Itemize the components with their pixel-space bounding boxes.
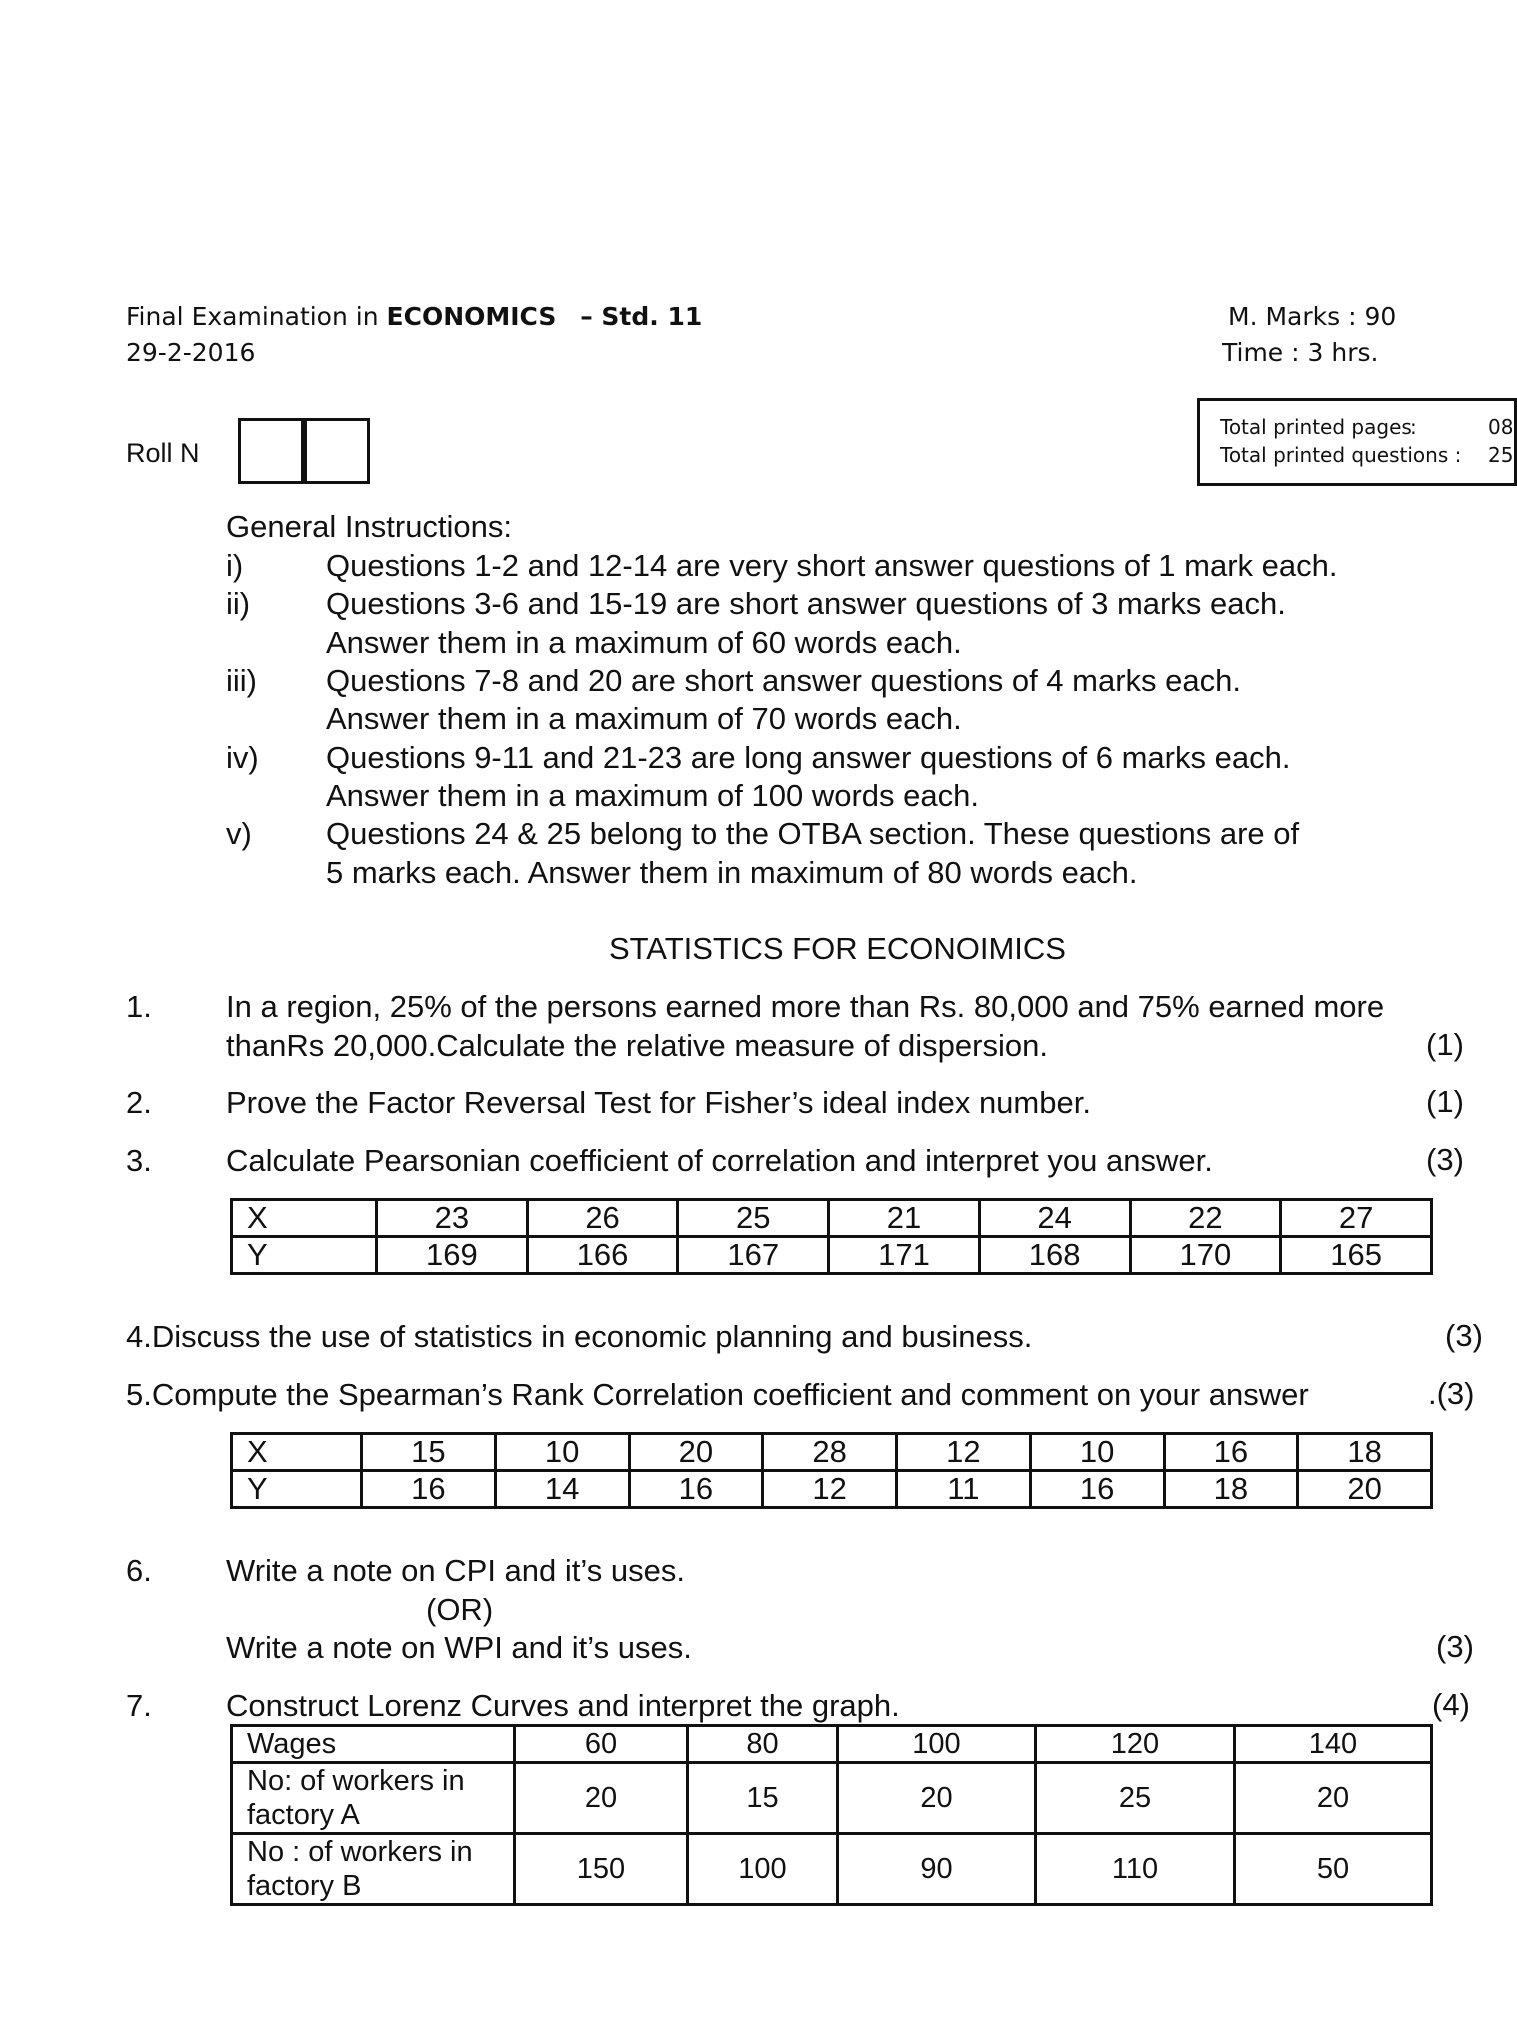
- table-cell: 140: [1235, 1726, 1432, 1763]
- subject: ECONOMICS: [386, 302, 557, 331]
- table-cell: 12: [897, 1434, 1031, 1471]
- roll-label: Roll N: [126, 438, 200, 468]
- table-cell: 100: [838, 1726, 1036, 1763]
- q5-text: 5.Compute the Spearman’s Rank Correlation coefficient and comment on your answer: [126, 1377, 1309, 1412]
- instruction-line: Questions 9-11 and 21-23 are long answer questions of 6 marks each.: [326, 740, 1291, 775]
- q6-text-line2: Write a note on WPI and it’s uses.: [226, 1630, 692, 1665]
- q2-number: 2.: [126, 1085, 152, 1120]
- q1-text-line2: thanRs 20,000.Calculate the relative measure of dispersion.: [226, 1028, 1048, 1063]
- q6-text-line1: Write a note on CPI and it’s uses.: [226, 1553, 685, 1588]
- table-cell: 20: [515, 1763, 688, 1834]
- q6-number: 6.: [126, 1553, 152, 1588]
- table-cell: [232, 1834, 515, 1905]
- table-row: [232, 1726, 1432, 1763]
- table-cell: 24: [979, 1200, 1130, 1237]
- table-cell: 20: [1298, 1471, 1432, 1508]
- instruction-num: iv): [226, 740, 259, 775]
- table-cell: 16: [362, 1471, 496, 1508]
- table-row: [232, 1471, 1432, 1508]
- table-cell: 110: [1036, 1834, 1235, 1905]
- pages-value: 08: [1488, 415, 1514, 439]
- table-cell: 18: [1298, 1434, 1432, 1471]
- instructions-heading: General Instructions:: [226, 509, 513, 544]
- table-cell: 20: [1235, 1763, 1432, 1834]
- instruction-line: Questions 7-8 and 20 are short answer questions of 4 marks each.: [326, 663, 1241, 698]
- table-cell: 80: [688, 1726, 838, 1763]
- exam-time: Time : 3 hrs.: [1222, 338, 1379, 367]
- info-box: [1197, 398, 1517, 486]
- table-cell: Wages: [232, 1726, 515, 1763]
- instruction-line: Questions 1-2 and 12-14 are very short answer questions of 1 mark each.: [326, 548, 1338, 583]
- row-label-line: factory B: [247, 1870, 362, 1902]
- table-cell: 10: [1030, 1434, 1164, 1471]
- pages-row: [1220, 413, 1514, 441]
- table-cell: 167: [678, 1237, 829, 1274]
- instruction-line: Questions 24 & 25 belong to the OTBA section. These questions are of: [326, 816, 1300, 851]
- table-cell: 28: [763, 1434, 897, 1471]
- table-cell: 170: [1130, 1237, 1281, 1274]
- table-cell: 16: [1030, 1471, 1164, 1508]
- table-row: [232, 1434, 1432, 1471]
- q3-marks: (3): [1426, 1142, 1464, 1177]
- table-cell: 166: [527, 1237, 678, 1274]
- table-cell: 22: [1130, 1200, 1281, 1237]
- q1-marks: (1): [1426, 1027, 1464, 1062]
- row-label-line: No: of workers in: [247, 1765, 465, 1797]
- section-title: STATISTICS FOR ECONOIMICS: [609, 931, 1066, 966]
- table-cell: 16: [1164, 1434, 1298, 1471]
- instruction-line: Questions 3-6 and 15-19 are short answer questions of 3 marks each.: [326, 586, 1286, 621]
- q3-number: 3.: [126, 1143, 152, 1178]
- table-cell: 60: [515, 1726, 688, 1763]
- pages-label: Total printed pages: [1220, 415, 1412, 439]
- table-cell: X: [232, 1200, 377, 1237]
- q3-text: Calculate Pearsonian coefficient of correlation and interpret you answer.: [226, 1143, 1213, 1178]
- instruction-line: Answer them in a maximum of 100 words each.: [326, 778, 979, 813]
- roll-box-1[interactable]: [238, 418, 304, 484]
- q7-text: Construct Lorenz Curves and interpret the graph.: [226, 1688, 900, 1723]
- table-cell: 27: [1281, 1200, 1432, 1237]
- table-cell: 100: [688, 1834, 838, 1905]
- questions-row: [1220, 441, 1514, 469]
- table-cell: 11: [897, 1471, 1031, 1508]
- q2-marks: (1): [1426, 1084, 1464, 1119]
- table-row: [232, 1237, 1432, 1274]
- table-cell: 20: [629, 1434, 763, 1471]
- table-cell: 12: [763, 1471, 897, 1508]
- table-row: [232, 1200, 1432, 1237]
- instruction-num: ii): [226, 586, 251, 621]
- table-cell: 15: [362, 1434, 496, 1471]
- q5-marks: .(3): [1428, 1376, 1475, 1411]
- instruction-num: i): [226, 548, 244, 583]
- instruction-num: v): [226, 816, 252, 851]
- pages-sep: :: [1410, 415, 1417, 439]
- table-cell: 15: [688, 1763, 838, 1834]
- table-cell: Y: [232, 1237, 377, 1274]
- table-cell: 168: [979, 1237, 1130, 1274]
- table-cell: 14: [495, 1471, 629, 1508]
- q6-marks: (3): [1436, 1629, 1474, 1664]
- q7-number: 7.: [126, 1688, 152, 1723]
- q4-marks: (3): [1445, 1318, 1483, 1353]
- q1-text-line1: In a region, 25% of the persons earned more than Rs. 80,000 and 75% earned more: [226, 989, 1385, 1024]
- table-cell: 10: [495, 1434, 629, 1471]
- standard: – Std. 11: [580, 302, 703, 331]
- q6-or: (OR): [426, 1592, 494, 1627]
- instruction-line: Answer them in a maximum of 70 words each.: [326, 701, 962, 736]
- instruction-line: 5 marks each. Answer them in maximum of 80 words each.: [326, 855, 1138, 890]
- table-cell: 150: [515, 1834, 688, 1905]
- questions-value: 25: [1488, 443, 1514, 467]
- table-cell: 25: [1036, 1763, 1235, 1834]
- row-label-line: No : of workers in: [247, 1836, 473, 1868]
- max-marks: M. Marks : 90: [1228, 302, 1397, 331]
- table-cell: 18: [1164, 1471, 1298, 1508]
- table-cell: 165: [1281, 1237, 1432, 1274]
- table-cell: 16: [629, 1471, 763, 1508]
- q2-text: Prove the Factor Reversal Test for Fisher’s ideal index number.: [226, 1085, 1091, 1120]
- table-cell: 25: [678, 1200, 829, 1237]
- title-prefix: Final Examination in: [126, 302, 387, 331]
- table-cell: X: [232, 1434, 362, 1471]
- table-cell: 50: [1235, 1834, 1432, 1905]
- table-cell: 120: [1036, 1726, 1235, 1763]
- q7-table: [230, 1724, 1433, 1906]
- instruction-num: iii): [226, 663, 257, 698]
- roll-box-2[interactable]: [304, 418, 370, 484]
- q7-marks: (4): [1432, 1687, 1470, 1722]
- table-row: [232, 1834, 1432, 1905]
- table-cell: 169: [377, 1237, 528, 1274]
- q1-number: 1.: [126, 989, 152, 1024]
- table-cell: 20: [838, 1763, 1036, 1834]
- questions-label: Total printed questions :: [1220, 443, 1462, 467]
- q4-text: 4.Discuss the use of statistics in economic planning and business.: [126, 1319, 1033, 1354]
- row-label-line: factory A: [247, 1799, 360, 1831]
- table-cell: 171: [829, 1237, 980, 1274]
- table-cell: 90: [838, 1834, 1036, 1905]
- table-cell: Y: [232, 1471, 362, 1508]
- table-row: [232, 1763, 1432, 1834]
- q3-table: [230, 1198, 1433, 1275]
- exam-title: [126, 302, 702, 331]
- exam-date: 29-2-2016: [126, 338, 256, 367]
- table-cell: 23: [377, 1200, 528, 1237]
- table-cell: 21: [829, 1200, 980, 1237]
- table-cell: [232, 1763, 515, 1834]
- table-cell: 26: [527, 1200, 678, 1237]
- q5-table: [230, 1432, 1433, 1509]
- instruction-line: Answer them in a maximum of 60 words each.: [326, 625, 962, 660]
